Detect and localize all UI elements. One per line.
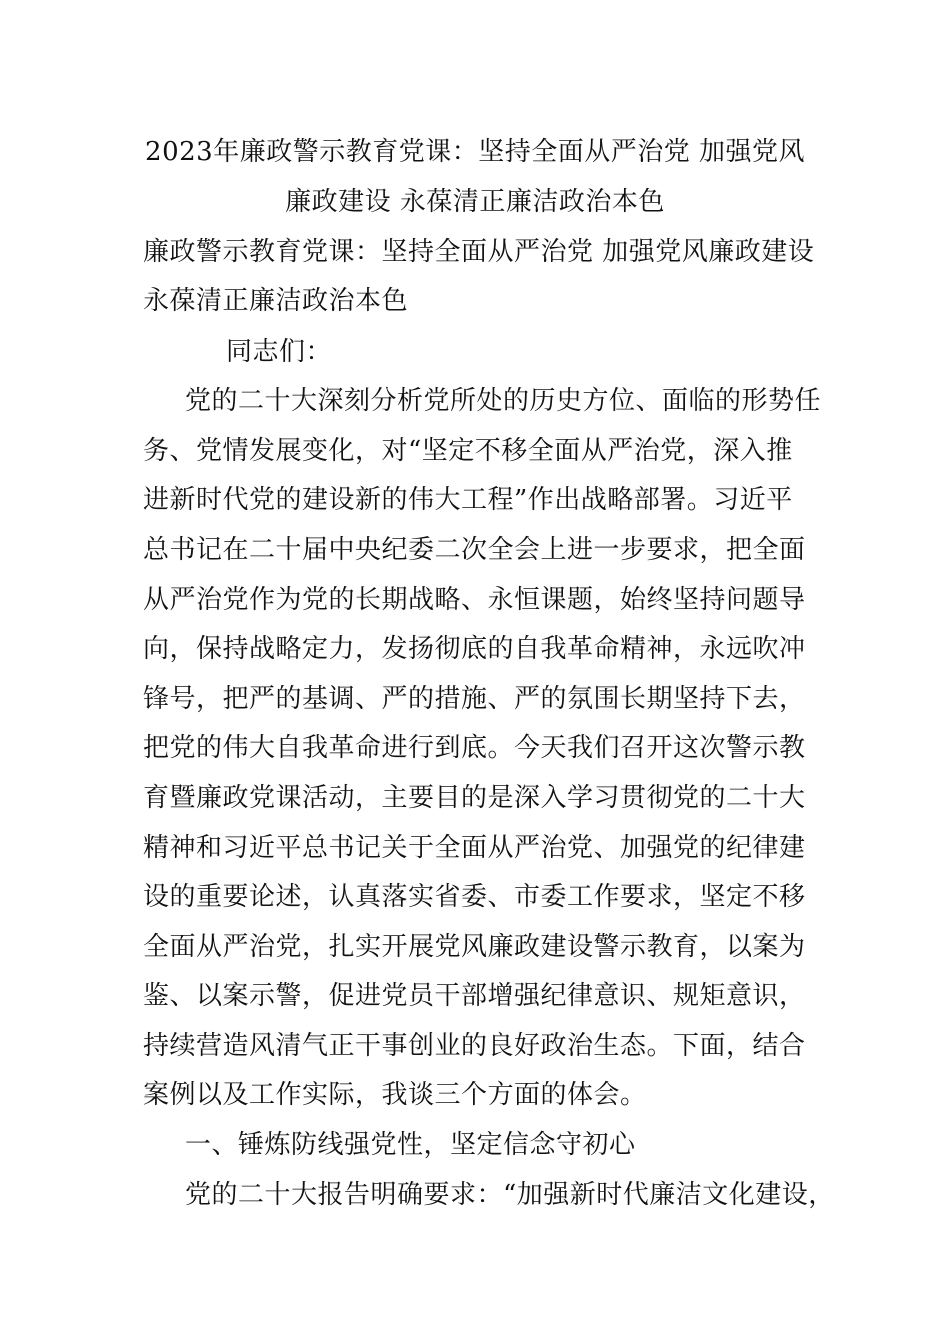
body-line: 持续营造风清气正干事创业的良好政治生态。下面，结合 <box>143 1031 806 1061</box>
body-line: 鉴、以案示警，促进党员干部增强纪律意识、规矩意识， <box>143 981 806 1011</box>
body-line: 进新时代党的建设新的伟大工程”作出战略部署。习近平 <box>143 485 793 515</box>
body-line: 党的二十大深刻分析党所处的历史方位、面临的形势任 <box>185 386 822 416</box>
body-line: 案例以及工作实际，我谈三个方面的体会。 <box>143 1080 647 1110</box>
body-line: 设的重要论述，认真落实省委、市委工作要求，坚定不移 <box>143 882 806 912</box>
body-line: 育暨廉政党课活动，主要目的是深入学习贯彻党的二十大 <box>143 783 806 813</box>
salutation: 同志们： <box>226 337 333 367</box>
body-line: 总书记在二十届中央纪委二次全会上进一步要求，把全面 <box>143 535 806 565</box>
body-line: 全面从严治党，扎实开展党风廉政建设警示教育，以案为 <box>143 932 806 962</box>
body-line: 把党的伟大自我革命进行到底。今天我们召开这次警示教 <box>143 733 806 763</box>
body-line: 精神和习近平总书记关于全面从严治党、加强党的纪律建 <box>143 833 806 863</box>
body-line: 务、党情发展变化，对“坚定不移全面从严治党，深入推 <box>143 436 793 466</box>
body-line: 从严治党作为党的长期战略、永恒课题，始终坚持问题导 <box>143 585 806 615</box>
section-heading: 一、锤炼防线强党性，坚定信念守初心 <box>185 1130 636 1160</box>
subtitle-line-1: 廉政警示教育党课：坚持全面从严治党 加强党风廉政建设 <box>143 237 815 267</box>
body-line: 向，保持战略定力，发扬彻底的自我革命精神，永远吹冲 <box>143 634 806 664</box>
subtitle-line-2: 永葆清正廉洁政治本色 <box>143 286 409 316</box>
section-first-line: 党的二十大报告明确要求：“加强新时代廉洁文化建设， <box>185 1180 835 1210</box>
body-line: 锋号，把严的基调、严的措施、严的氛围长期坚持下去， <box>143 684 806 714</box>
title-line-2: 廉政建设 永葆清正廉洁政治本色 <box>285 187 665 217</box>
title-line-1: 2023年廉政警示教育党课：坚持全面从严治党 加强党风 <box>145 137 805 167</box>
